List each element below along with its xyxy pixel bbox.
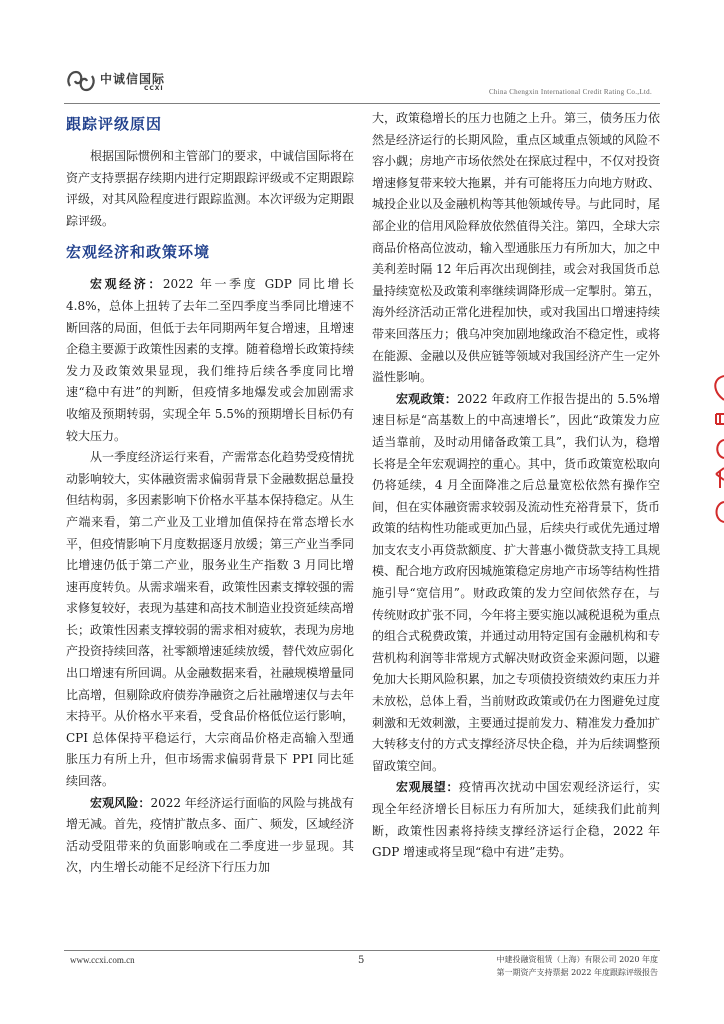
paragraph-lead: 宏观风险： [90,795,151,810]
paragraph-macro-policy [372,389,660,778]
ccxi-logo [64,66,184,96]
paragraph-body: 2022 年经济运行面临的风险与挑战有增无减。首先，疫情扩散点多、面广、频发，区域经济活动受阻带来的负面影响或在二季度进一步显现。其次，内生增长动能不足经济下行压力加 [66,795,355,875]
section-heading-macro-environment: 宏观经济和政策环境 [66,243,211,262]
footer-report-line-1: 中建投融资租赁（上海）有限公司 2020 年度 [496,955,658,964]
paragraph-macro-outlook [372,777,660,863]
page-header [64,66,660,102]
footer-website: www.ccxi.com.cn [70,955,135,965]
footer-report-title [497,953,658,979]
company-english-name: China Chengxin International Credit Rating Co.,Ltd. [488,88,652,96]
ccxi-logo-icon [64,66,98,96]
footer-report-line-2: 第一期资产支持票据 2022 年度跟踪评级报告 [496,968,658,977]
paragraph-macro-risk [66,793,354,879]
paragraph-macro-economy [66,274,354,447]
page-number: 5 [358,955,365,966]
paragraph-body: 2022 年一季度 GDP 同比增长 4.8%，总体上扭转了去年二至四季度当季同比增速不断回落的局面，但低于去年同期两年复合增速，且增速企稳主要源于政策性因素的支撑。随着稳增长政策持续发力及政策效果显现，我们维持后续各季度同比增速“稳中有进”的判断，但疫情多地爆发或会加剧需求收缩及预期转弱，实现全年 5.5%的预期增长目标仍有较大压力。 [66,277,355,443]
paragraph-lead: 宏观政策： [396,391,457,406]
paragraph-rating-reason: 根据国际惯例和主管部门的要求，中诚信国际将在资产支持票据存续期内进行定期跟踪评级或不定期跟踪评级，对其风险程度进行跟踪监测。本次评级为定期跟踪评级。 [66,149,355,228]
paragraph-lead: 宏观经济： [90,277,163,292]
paragraph-risk-continued: 大，政策稳增长的压力也随之上升。第三，债务压力依然是经济运行的长期风险，重点区域重点领域的风险不容小觑；房地产市场依然处在探底过程中，不仅对投资增速修复带来较大拖累，并有可能将压力向地方财政、城投企业以及金融机构等其他领域传导。与此同时，尾部企业的信用风险释放依然值得关注。第四，全球大宗商品价格高位波动，输入型通胀压力有所加大，加之中美利差时隔 12 年后再次出现倒挂，或会对我国货币总量持续宽松及政策利率继续调降形成一定掣肘。第五，海外经济活动正常化进程加快，或对我国出口增速持续带来回落压力；俄乌冲突加剧地缘政治不稳定性，或将在能源、金融以及供应链等领域对我国经济产生一定外溢性影响。 [372,111,661,385]
logo-english-text: CCXI [144,85,164,92]
right-column [372,108,660,864]
header-divider [64,103,660,104]
seal-stamp-fragment [710,370,724,530]
footer-divider [64,950,660,951]
logo-chinese-text: 中诚信国际 [100,72,166,86]
paragraph-q1-operation: 从一季度经济运行来看，产需常态化趋势受疫情扰动影响较大，实体融资需求偏弱背景下金融数据总量投但结构弱，多因素影响下价格水平基本保持稳定。从生产端来看，第二产业及工业增加值保持在常态增长水平，但疫情影响下月度数据逐月放缓；第三产业当季同比增速仍低于第二产业，服务业生产指数 3 月同比增速再度转负。从需求端来看，政策性因素支撑较强的需求修复较好，表现为基建和高技术制造业投资延续高增长；政策性因素支撑较弱的需求相对疲软，表现为房地产投资持续回落，社零额增速延续放缓，替代效应弱化出口增速有所回调。从金融数据来看，社融规模增量同比高增，但剔除政府债券净融资之后社融增速仅与去年末持平。从价格水平来看，受食品价格低位运行影响，CPI 总体保持平稳运行，大宗商品价格走高输入型通胀压力有所上升，但市场需求偏弱背景下 PPI 同比延续回落。 [66,450,355,789]
paragraph-body: 2022 年政府工作报告提出的 5.5%增速目标是“高基数上的中高速增长”，因此“政策发力应适当靠前，及时动用储备政策工具”，我们认为，稳增长将是全年宏观调控的重心。其中，货币政策宽松取向仍将延续，4 月全面降准之后总量宽松依然有操作空间，但在实体融资需求较弱及流动性充裕背景下，货币政策的结构性功能或更加凸显，后续央行或优先通过增加支农支小再贷款额度、扩大普惠小微贷款支持工具规模、配合地方政府因城施策稳定房地产市场等结构性措施引导“宽信用”。财政政策的发力空间依然存在，与传统财政扩张不同，今年将主要实施以减税退税为重点的组合式税费政策，并通过动用特定国有金融机构和专营机构利润等非常规方式解决财政资金来源问题，以避免加大长期风险积累，加之专项债投资绩效约束压力并未放松，总体上看，当前财政政策或仍在力图避免过度刺激和无效刺激，主要通过提前发力、精准发力叠加扩大转移支付的方式支撑经济尽快企稳，并为后续调整预留政策空间。 [372,391,661,773]
section-heading-rating-reason: 跟踪评级原因 [66,115,163,133]
paragraph-lead: 宏观展望： [396,780,459,795]
left-column [66,108,354,879]
paragraph-body: 疫情再次扰动中国宏观经济运行，实现全年经济增长目标压力有所加大，延续我们此前判断，政策性因素将持续支撑经济运行企稳，2022 年 GDP 增速或将呈现“稳中有进”走势。 [372,780,660,860]
